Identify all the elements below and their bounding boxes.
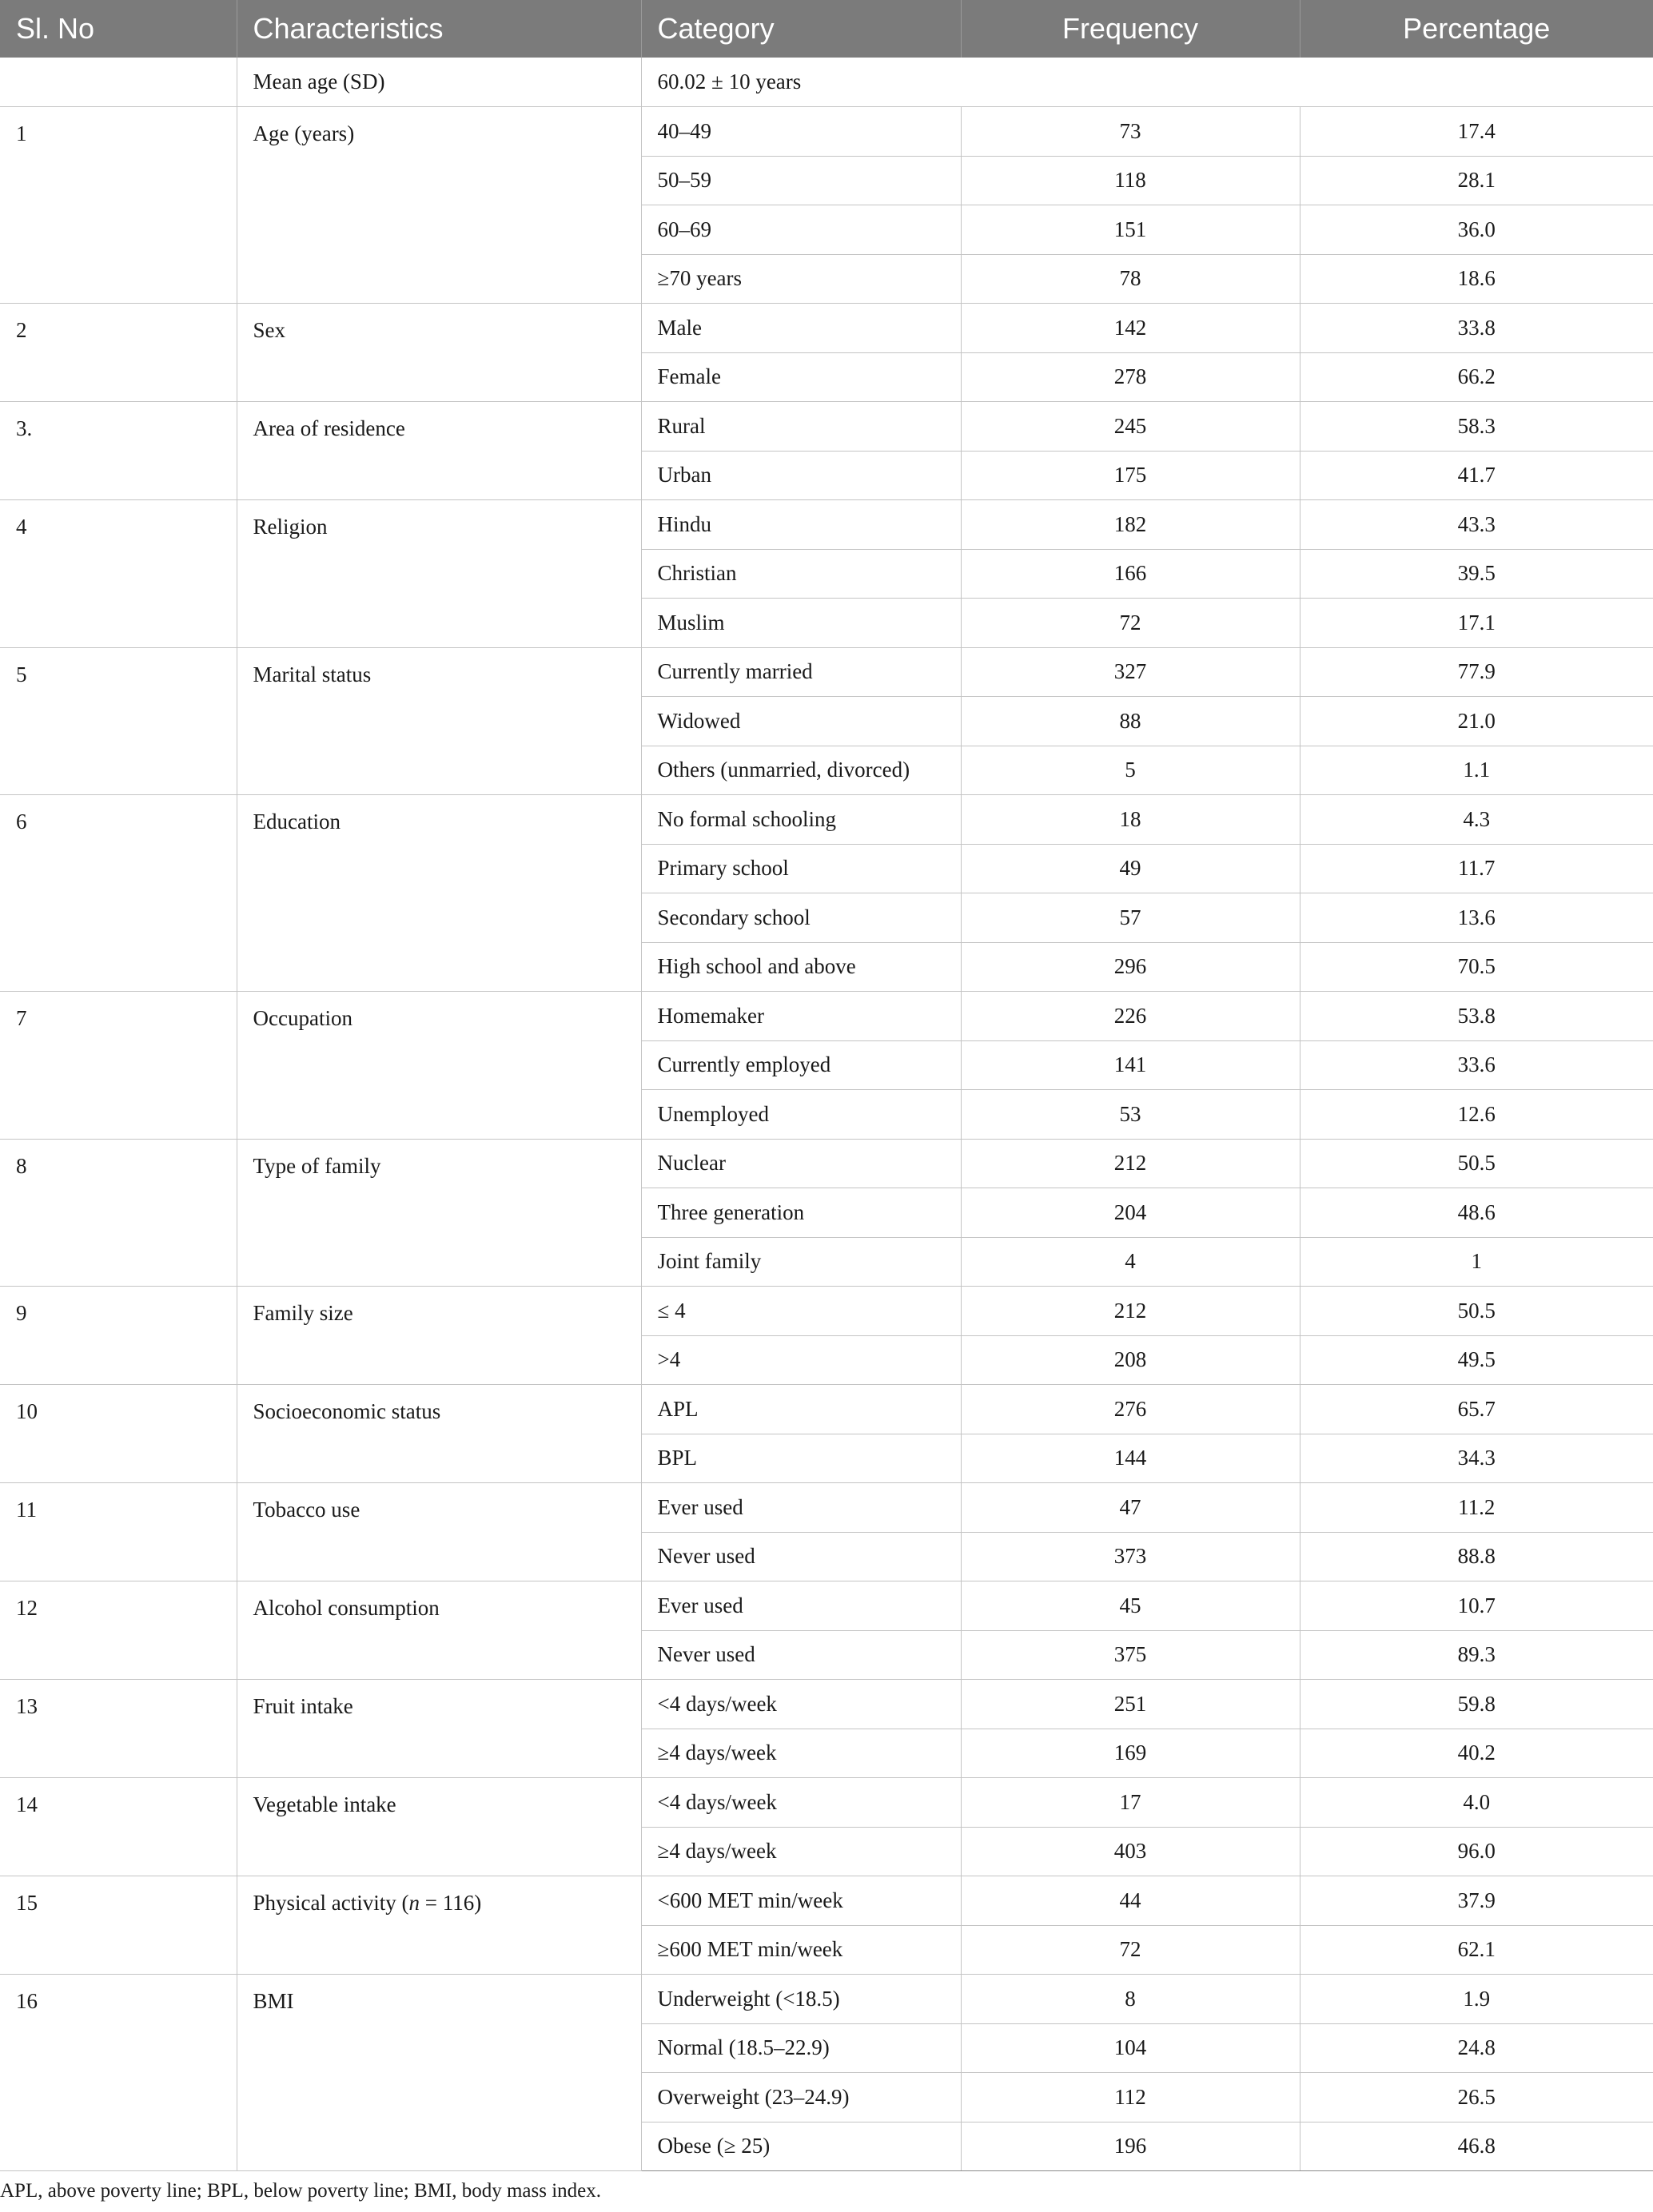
cell-percentage: 21.0 (1300, 697, 1653, 746)
cell-percentage: 50.5 (1300, 1139, 1653, 1188)
mean-age-label: Mean age (SD) (237, 58, 641, 107)
cell-frequency: 17 (961, 1778, 1300, 1828)
cell-percentage: 13.6 (1300, 893, 1653, 943)
cell-sl-no: 16 (0, 1975, 237, 2171)
cell-frequency: 104 (961, 2023, 1300, 2073)
cell-category: Primary school (641, 844, 961, 893)
cell-frequency: 112 (961, 2073, 1300, 2122)
mean-age-value: 60.02 ± 10 years (641, 58, 1653, 107)
cell-characteristic: Sex (237, 304, 641, 402)
cell-sl-no: 13 (0, 1680, 237, 1778)
cell-percentage: 37.9 (1300, 1876, 1653, 1926)
cell-sl-no: 9 (0, 1287, 237, 1385)
cell-category: Muslim (641, 599, 961, 648)
cell-category: Unemployed (641, 1090, 961, 1140)
table-row (0, 500, 1653, 550)
cell-percentage: 48.6 (1300, 1188, 1653, 1238)
cell-category: Homemaker (641, 992, 961, 1041)
cell-percentage: 70.5 (1300, 942, 1653, 992)
cell-frequency: 296 (961, 942, 1300, 992)
cell-category: Normal (18.5–22.9) (641, 2023, 961, 2073)
cell-percentage: 1.9 (1300, 1975, 1653, 2024)
cell-characteristic: Area of residence (237, 402, 641, 500)
cell-sl-no: 3. (0, 402, 237, 500)
mean-age-row (0, 58, 1653, 107)
table-row (0, 1483, 1653, 1533)
cell-percentage: 40.2 (1300, 1729, 1653, 1778)
cell-frequency: 278 (961, 352, 1300, 402)
cell-percentage: 43.3 (1300, 500, 1653, 550)
cell-percentage: 33.8 (1300, 304, 1653, 353)
cell-frequency: 251 (961, 1680, 1300, 1729)
cell-sl-no: 7 (0, 992, 237, 1140)
cell-characteristic: Tobacco use (237, 1483, 641, 1581)
cell-frequency: 144 (961, 1434, 1300, 1483)
cell-category: <600 MET min/week (641, 1876, 961, 1926)
table-row (0, 1287, 1653, 1336)
cell-percentage: 28.1 (1300, 156, 1653, 205)
cell-frequency: 151 (961, 205, 1300, 255)
cell-percentage: 49.5 (1300, 1335, 1653, 1385)
cell-percentage: 59.8 (1300, 1680, 1653, 1729)
cell-category: Obese (≥ 25) (641, 2122, 961, 2171)
header-percentage: Percentage (1300, 0, 1653, 58)
cell-percentage: 65.7 (1300, 1385, 1653, 1434)
cell-frequency: 44 (961, 1876, 1300, 1926)
table-row (0, 1876, 1653, 1926)
cell-frequency: 327 (961, 647, 1300, 697)
header-sl-no: Sl. No (0, 0, 237, 58)
cell-percentage: 50.5 (1300, 1287, 1653, 1336)
cell-category: BPL (641, 1434, 961, 1483)
cell-category: Never used (641, 1532, 961, 1581)
cell-category: ≥4 days/week (641, 1729, 961, 1778)
table-row (0, 1975, 1653, 2024)
cell-frequency: 72 (961, 1925, 1300, 1975)
cell-category: <4 days/week (641, 1680, 961, 1729)
cell-percentage: 17.4 (1300, 107, 1653, 157)
cell-frequency: 8 (961, 1975, 1300, 2024)
cell-frequency: 403 (961, 1827, 1300, 1876)
cell-sl-no: 14 (0, 1778, 237, 1876)
cell-category: Underweight (<18.5) (641, 1975, 961, 2024)
cell-sl-no: 5 (0, 647, 237, 795)
cell-percentage: 53.8 (1300, 992, 1653, 1041)
cell-characteristic: BMI (237, 1975, 641, 2171)
cell-category: 40–49 (641, 107, 961, 157)
cell-percentage: 58.3 (1300, 402, 1653, 452)
table-row (0, 992, 1653, 1041)
cell-frequency: 169 (961, 1729, 1300, 1778)
table-row (0, 1385, 1653, 1434)
cell-percentage: 10.7 (1300, 1581, 1653, 1631)
table-row (0, 304, 1653, 353)
cell-percentage: 24.8 (1300, 2023, 1653, 2073)
cell-sl-no: 12 (0, 1581, 237, 1680)
cell-percentage: 77.9 (1300, 647, 1653, 697)
cell-characteristic: Physical activity (n = 116) (237, 1876, 641, 1975)
cell-percentage: 4.3 (1300, 795, 1653, 845)
cell-sl-no: 8 (0, 1139, 237, 1287)
cell-category: Urban (641, 451, 961, 500)
cell-frequency: 196 (961, 2122, 1300, 2171)
cell-category: <4 days/week (641, 1778, 961, 1828)
cell-category: ≥70 years (641, 254, 961, 304)
cell-frequency: 212 (961, 1139, 1300, 1188)
cell-percentage: 41.7 (1300, 451, 1653, 500)
cell-category: Three generation (641, 1188, 961, 1238)
cell-characteristic: Family size (237, 1287, 641, 1385)
cell-percentage: 62.1 (1300, 1925, 1653, 1975)
header-frequency: Frequency (961, 0, 1300, 58)
cell-percentage: 12.6 (1300, 1090, 1653, 1140)
cell-category: Ever used (641, 1483, 961, 1533)
table-header (0, 0, 1653, 58)
cell-percentage: 4.0 (1300, 1778, 1653, 1828)
cell-category: High school and above (641, 942, 961, 992)
cell-sl-no: 6 (0, 795, 237, 992)
cell-percentage: 11.2 (1300, 1483, 1653, 1533)
cell-sl-no: 2 (0, 304, 237, 402)
table-footnote: APL, above poverty line; BPL, below poverty line; BMI, body mass index. (0, 2180, 601, 2202)
cell-category: Others (unmarried, divorced) (641, 746, 961, 795)
cell-frequency: 226 (961, 992, 1300, 1041)
cell-category: Christian (641, 549, 961, 599)
table-body (0, 58, 1653, 2171)
cell-frequency: 208 (961, 1335, 1300, 1385)
cell-frequency: 175 (961, 451, 1300, 500)
cell-category: Joint family (641, 1237, 961, 1287)
cell-category: 50–59 (641, 156, 961, 205)
cell-percentage: 66.2 (1300, 352, 1653, 402)
cell-category: Rural (641, 402, 961, 452)
cell-frequency: 276 (961, 1385, 1300, 1434)
cell-category: ≥4 days/week (641, 1827, 961, 1876)
cell-characteristic: Marital status (237, 647, 641, 795)
cell-frequency: 45 (961, 1581, 1300, 1631)
cell-sl-no: 1 (0, 107, 237, 304)
cell-characteristic: Alcohol consumption (237, 1581, 641, 1680)
table-row (0, 1139, 1653, 1188)
cell-category: Secondary school (641, 893, 961, 943)
cell-percentage: 1.1 (1300, 746, 1653, 795)
header-row (0, 0, 1653, 58)
cell-percentage: 89.3 (1300, 1630, 1653, 1680)
cell-frequency: 78 (961, 254, 1300, 304)
cell-percentage: 18.6 (1300, 254, 1653, 304)
cell-percentage: 33.6 (1300, 1040, 1653, 1090)
cell-frequency: 375 (961, 1630, 1300, 1680)
cell-sl-no: 15 (0, 1876, 237, 1975)
cell-category: Male (641, 304, 961, 353)
cell-percentage: 11.7 (1300, 844, 1653, 893)
cell-category: Never used (641, 1630, 961, 1680)
cell-percentage: 26.5 (1300, 2073, 1653, 2122)
cell-frequency: 18 (961, 795, 1300, 845)
cell-category: >4 (641, 1335, 961, 1385)
cell-category: Currently employed (641, 1040, 961, 1090)
cell-category: ≥600 MET min/week (641, 1925, 961, 1975)
cell-sl-no: 4 (0, 500, 237, 648)
table-row (0, 647, 1653, 697)
cell-category: Female (641, 352, 961, 402)
cell-frequency: 166 (961, 549, 1300, 599)
table-row (0, 402, 1653, 452)
cell-category: Ever used (641, 1581, 961, 1631)
cell-characteristic: Type of family (237, 1139, 641, 1287)
cell-category: Nuclear (641, 1139, 961, 1188)
cell-characteristic: Vegetable intake (237, 1778, 641, 1876)
cell-characteristic: Education (237, 795, 641, 992)
cell-percentage: 36.0 (1300, 205, 1653, 255)
cell-category: No formal schooling (641, 795, 961, 845)
cell-percentage: 88.8 (1300, 1532, 1653, 1581)
cell-frequency: 47 (961, 1483, 1300, 1533)
cell-frequency: 5 (961, 746, 1300, 795)
table-row (0, 1581, 1653, 1631)
table-row (0, 1778, 1653, 1828)
cell-category: Widowed (641, 697, 961, 746)
header-characteristics: Characteristics (237, 0, 641, 58)
cell-frequency: 88 (961, 697, 1300, 746)
cell-characteristic: Age (years) (237, 107, 641, 304)
cell-category: Hindu (641, 500, 961, 550)
cell-category: Currently married (641, 647, 961, 697)
cell-percentage: 96.0 (1300, 1827, 1653, 1876)
cell-category: 60–69 (641, 205, 961, 255)
cell-frequency: 142 (961, 304, 1300, 353)
cell-category: Overweight (23–24.9) (641, 2073, 961, 2122)
cell-frequency: 4 (961, 1237, 1300, 1287)
header-category: Category (641, 0, 961, 58)
cell-frequency: 57 (961, 893, 1300, 943)
cell-sl-no: 11 (0, 1483, 237, 1581)
cell-characteristic: Religion (237, 500, 641, 648)
cell-percentage: 34.3 (1300, 1434, 1653, 1483)
table-row (0, 107, 1653, 157)
cell-characteristic: Occupation (237, 992, 641, 1140)
cell-frequency: 53 (961, 1090, 1300, 1140)
table-row (0, 795, 1653, 845)
cell-percentage: 1 (1300, 1237, 1653, 1287)
cell-frequency: 182 (961, 500, 1300, 550)
cell-percentage: 46.8 (1300, 2122, 1653, 2171)
cell-frequency: 245 (961, 402, 1300, 452)
cell-sl-no: 10 (0, 1385, 237, 1483)
cell-category: APL (641, 1385, 961, 1434)
cell-frequency: 212 (961, 1287, 1300, 1336)
cell-frequency: 204 (961, 1188, 1300, 1238)
cell-frequency: 49 (961, 844, 1300, 893)
cell-sl-no (0, 58, 237, 107)
cell-frequency: 141 (961, 1040, 1300, 1090)
cell-characteristic: Fruit intake (237, 1680, 641, 1778)
cell-frequency: 118 (961, 156, 1300, 205)
cell-frequency: 373 (961, 1532, 1300, 1581)
cell-characteristic: Socioeconomic status (237, 1385, 641, 1483)
cell-category: ≤ 4 (641, 1287, 961, 1336)
cell-percentage: 17.1 (1300, 599, 1653, 648)
cell-frequency: 72 (961, 599, 1300, 648)
table-row (0, 1680, 1653, 1729)
cell-percentage: 39.5 (1300, 549, 1653, 599)
cell-frequency: 73 (961, 107, 1300, 157)
